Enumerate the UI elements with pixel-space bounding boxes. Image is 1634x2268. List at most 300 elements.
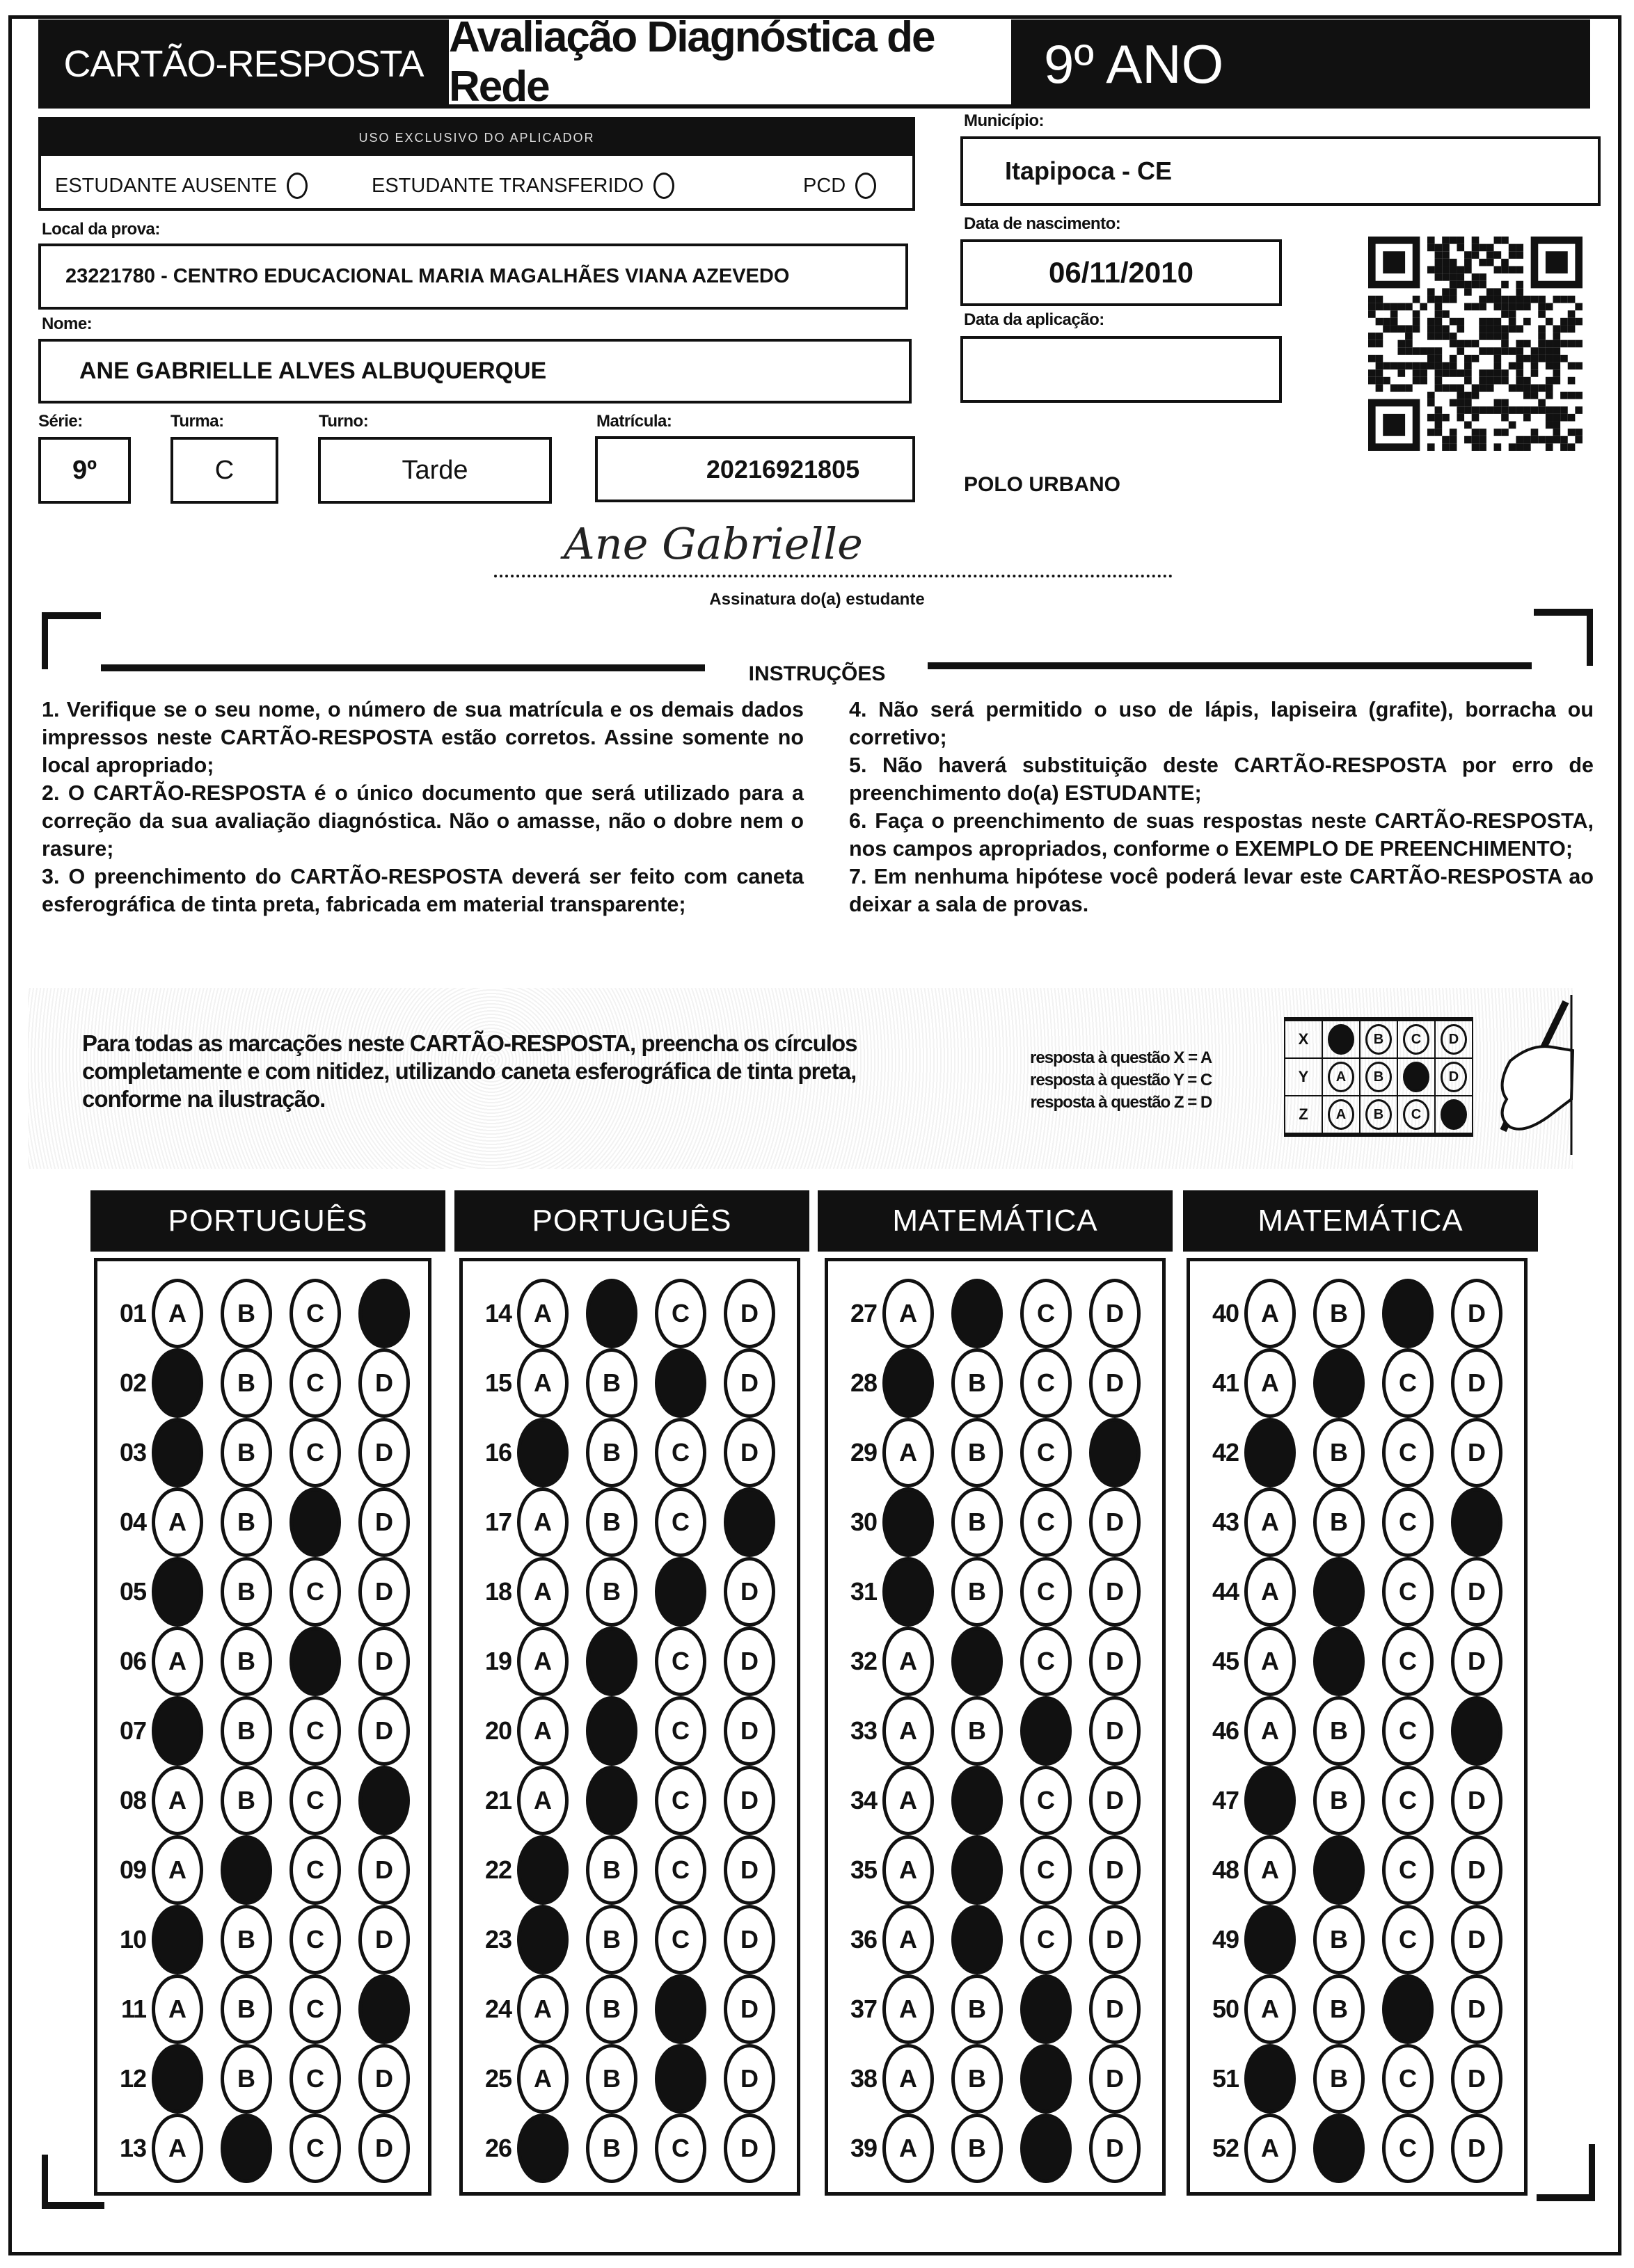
answer-bubble-filled[interactable]: [951, 1766, 1003, 1835]
answer-bubble[interactable]: C: [289, 1557, 341, 1627]
answer-bubble[interactable]: C: [655, 1766, 706, 1835]
answer-bubble[interactable]: B: [221, 1627, 272, 1696]
answer-bubble[interactable]: C: [289, 1766, 341, 1835]
answer-bubble-filled[interactable]: [586, 1279, 637, 1348]
answer-bubble-filled[interactable]: [1451, 1696, 1502, 1766]
answer-bubble[interactable]: D: [724, 2044, 775, 2114]
example-instructions: Para todas as marcações neste CARTÃO-RESPOSTA, preencha os círculos completamente e com nitidez, utilizando caneta esferográfica de tinta preta, conforme na ilustração.: [82, 1030, 857, 1112]
answer-bubble[interactable]: B: [586, 1557, 637, 1627]
example-bubble: B: [1365, 1099, 1392, 1130]
turma-field: C: [170, 437, 278, 504]
question-number: 31: [850, 1577, 877, 1606]
answer-bubble[interactable]: D: [1451, 1974, 1502, 2044]
answer-bubble[interactable]: D: [1089, 2044, 1141, 2114]
answer-bubble[interactable]: D: [724, 1835, 775, 1905]
question-row: [828, 1491, 1162, 1554]
answer-bubble[interactable]: D: [358, 1835, 410, 1905]
answer-bubble[interactable]: B: [221, 1348, 272, 1418]
example-question-label: Z: [1285, 1096, 1322, 1135]
polo-label: POLO URBANO: [964, 473, 1120, 496]
answer-bubble[interactable]: A: [1244, 1348, 1296, 1418]
serie-label: Série:: [38, 412, 83, 431]
signature-line: [494, 575, 1173, 577]
answer-bubble[interactable]: D: [724, 1627, 775, 1696]
question-number: 07: [119, 1716, 146, 1745]
option-estudante-transferido[interactable]: [372, 173, 803, 199]
answer-bubble[interactable]: A: [517, 1557, 569, 1627]
option-label: ESTUDANTE TRANSFERIDO: [372, 174, 644, 197]
answer-bubble-filled[interactable]: [152, 2044, 203, 2114]
answer-bubble[interactable]: B: [951, 1974, 1003, 2044]
answer-bubble-filled[interactable]: [289, 1487, 341, 1557]
answer-bubble[interactable]: D: [1089, 1696, 1141, 1766]
answer-bubble[interactable]: A: [1244, 1974, 1296, 2044]
answer-bubble-filled[interactable]: [358, 1279, 410, 1348]
answer-bubble-filled[interactable]: [724, 1487, 775, 1557]
answer-bubble[interactable]: B: [951, 1696, 1003, 1766]
answer-bubble[interactable]: A: [882, 2114, 934, 2183]
turno-field: Tarde: [318, 437, 552, 504]
answer-bubble[interactable]: D: [1451, 1766, 1502, 1835]
answer-bubble[interactable]: D: [1089, 1766, 1141, 1835]
answer-bubble-filled[interactable]: [221, 2114, 272, 2183]
answer-bubble[interactable]: B: [951, 2114, 1003, 2183]
answer-bubble[interactable]: D: [358, 1627, 410, 1696]
question-row: [463, 1282, 797, 1345]
answer-bubble[interactable]: A: [152, 2114, 203, 2183]
answer-bubble[interactable]: C: [655, 1279, 706, 1348]
answer-bubble[interactable]: A: [152, 1766, 203, 1835]
answer-bubble-filled[interactable]: [1313, 1557, 1365, 1627]
answer-bubble[interactable]: C: [655, 1696, 706, 1766]
option-label: PCD: [803, 174, 846, 197]
question-number: 15: [484, 1368, 511, 1397]
answer-bubble[interactable]: A: [882, 1627, 934, 1696]
answer-bubble[interactable]: C: [1020, 1557, 1072, 1627]
corner-mark-top-right: [1534, 609, 1593, 616]
answer-bubble[interactable]: A: [1244, 1696, 1296, 1766]
example-question-label: X: [1285, 1019, 1322, 1058]
answer-bubble[interactable]: A: [517, 1279, 569, 1348]
answer-bubble-filled[interactable]: [586, 1627, 637, 1696]
answer-bubble[interactable]: A: [882, 1418, 934, 1487]
answer-bubble[interactable]: C: [1020, 1487, 1072, 1557]
answer-bubble[interactable]: C: [655, 2114, 706, 2183]
answer-bubble[interactable]: A: [882, 2044, 934, 2114]
answer-bubble-filled[interactable]: [152, 1348, 203, 1418]
example-cell: [1360, 1058, 1397, 1096]
example-cell: [1397, 1058, 1435, 1096]
answer-bubble[interactable]: C: [1382, 1487, 1434, 1557]
answer-bubble-filled[interactable]: [655, 1348, 706, 1418]
option-pcd[interactable]: [803, 173, 876, 199]
answer-bubble[interactable]: B: [221, 1905, 272, 1974]
question-row: [1190, 1282, 1524, 1345]
answer-bubble[interactable]: D: [1451, 2044, 1502, 2114]
local-label: Local da prova:: [42, 220, 160, 239]
answer-bubble[interactable]: C: [1382, 1557, 1434, 1627]
answer-bubble[interactable]: A: [882, 1905, 934, 1974]
answer-bubble-filled[interactable]: [517, 2114, 569, 2183]
answer-bubble[interactable]: C: [1020, 1627, 1072, 1696]
answer-bubble[interactable]: D: [1089, 1487, 1141, 1557]
answer-bubble[interactable]: D: [724, 1348, 775, 1418]
handwritten-signature: Ane Gabrielle: [564, 518, 863, 569]
answer-bubble[interactable]: C: [289, 2114, 341, 2183]
answer-bubble[interactable]: C: [289, 1974, 341, 2044]
matricula-label: Matrícula:: [596, 412, 672, 431]
answer-bubble[interactable]: A: [517, 1974, 569, 2044]
question-number: 38: [850, 2064, 877, 2093]
municipio-field: Itapipoca - CE: [960, 136, 1601, 206]
answer-bubble[interactable]: C: [1382, 1905, 1434, 1974]
question-row: [97, 1839, 428, 1901]
question-row: [828, 1560, 1162, 1623]
answer-bubble-filled[interactable]: [1244, 1766, 1296, 1835]
answer-bubble[interactable]: B: [1313, 1696, 1365, 1766]
answer-bubble[interactable]: D: [1089, 1279, 1141, 1348]
answer-bubble[interactable]: D: [1451, 1835, 1502, 1905]
question-row: [463, 1421, 797, 1484]
answer-bubble-filled[interactable]: [1313, 2114, 1365, 2183]
answer-bubble[interactable]: B: [586, 2114, 637, 2183]
answer-bubble-filled[interactable]: [1020, 1974, 1072, 2044]
answer-bubble[interactable]: C: [655, 1627, 706, 1696]
answer-bubble[interactable]: B: [221, 1487, 272, 1557]
answer-bubble[interactable]: B: [951, 1348, 1003, 1418]
answer-bubble[interactable]: C: [289, 1279, 341, 1348]
corner-mark-top-left: [42, 612, 48, 669]
answer-bubble[interactable]: C: [1020, 1905, 1072, 1974]
answer-bubble[interactable]: D: [358, 2044, 410, 2114]
answer-bubble-filled[interactable]: [1313, 1627, 1365, 1696]
corner-mark-top-right: [1587, 609, 1593, 666]
serie-field: 9º: [38, 437, 131, 504]
answer-bubble-filled[interactable]: [1020, 1696, 1072, 1766]
municipio-label: Município:: [964, 111, 1044, 130]
answer-bubble[interactable]: D: [1451, 1279, 1502, 1348]
example-bubble-filled: [1403, 1062, 1429, 1092]
legend-item: resposta à questão X = A: [1030, 1048, 1212, 1067]
answer-bubble[interactable]: C: [1020, 1279, 1072, 1348]
answer-bubble[interactable]: A: [1244, 1279, 1296, 1348]
answer-bubble[interactable]: B: [1313, 1766, 1365, 1835]
answer-bubble-filled[interactable]: [1244, 1418, 1296, 1487]
answer-bubble[interactable]: A: [517, 1348, 569, 1418]
question-number: 48: [1212, 1855, 1239, 1884]
answer-bubble-filled[interactable]: [517, 1835, 569, 1905]
answer-bubble[interactable]: B: [586, 1418, 637, 1487]
answer-bubble[interactable]: A: [1244, 1835, 1296, 1905]
answer-bubble-filled[interactable]: [221, 1835, 272, 1905]
answer-bubble-filled[interactable]: [951, 1627, 1003, 1696]
answer-bubble-filled[interactable]: [358, 1974, 410, 2044]
answer-bubble[interactable]: B: [586, 1348, 637, 1418]
answer-bubble-filled[interactable]: [882, 1557, 934, 1627]
question-row: [1190, 1352, 1524, 1414]
answer-bubble[interactable]: D: [358, 1418, 410, 1487]
instruction-item: 4. Não será permitido o uso de lápis, lapiseira (grafite), borracha ou corretivo;: [849, 698, 1594, 749]
answer-bubble[interactable]: C: [1020, 1418, 1072, 1487]
answer-bubble[interactable]: C: [655, 1835, 706, 1905]
aplicacao-field: [960, 336, 1282, 403]
answer-bubble[interactable]: B: [951, 2044, 1003, 2114]
answer-bubble[interactable]: D: [1451, 1905, 1502, 1974]
question-number: 11: [120, 1995, 146, 2023]
answer-bubble[interactable]: A: [1244, 1487, 1296, 1557]
local-field: 23221780 - CENTRO EDUCACIONAL MARIA MAGALHÃES VIANA AZEVEDO: [38, 243, 908, 310]
answer-bubble[interactable]: B: [1313, 1487, 1365, 1557]
answer-bubble[interactable]: D: [1451, 1348, 1502, 1418]
answer-bubble-filled[interactable]: [1089, 1418, 1141, 1487]
answer-bubble-filled[interactable]: [1382, 1974, 1434, 2044]
answer-bubble[interactable]: A: [517, 2044, 569, 2114]
answer-bubble[interactable]: A: [882, 1974, 934, 2044]
answer-bubble[interactable]: B: [221, 1766, 272, 1835]
question-number: 46: [1212, 1716, 1239, 1745]
answer-bubble[interactable]: D: [1451, 1627, 1502, 1696]
answer-bubble[interactable]: B: [951, 1487, 1003, 1557]
answer-bubble[interactable]: C: [289, 1835, 341, 1905]
question-number: 14: [484, 1299, 511, 1327]
example-cell: [1322, 1058, 1360, 1096]
answer-bubble-filled[interactable]: [1020, 2044, 1072, 2114]
answer-column: [1187, 1258, 1528, 2196]
answer-bubble[interactable]: B: [1313, 1279, 1365, 1348]
answer-bubble[interactable]: D: [724, 1557, 775, 1627]
question-row: [828, 1282, 1162, 1345]
answer-bubble[interactable]: C: [289, 1418, 341, 1487]
answer-bubble[interactable]: D: [724, 1905, 775, 1974]
answer-bubble[interactable]: B: [586, 1835, 637, 1905]
answer-bubble[interactable]: D: [724, 1974, 775, 2044]
answer-bubble[interactable]: D: [724, 1418, 775, 1487]
answer-bubble[interactable]: C: [1382, 1696, 1434, 1766]
example-row: [1285, 1058, 1473, 1096]
answer-bubble[interactable]: A: [517, 1766, 569, 1835]
answer-bubble-filled[interactable]: [358, 1766, 410, 1835]
answer-bubble[interactable]: D: [1089, 1348, 1141, 1418]
question-row: [97, 2047, 428, 2110]
instructions-left: [42, 696, 804, 918]
answer-bubble[interactable]: B: [586, 1905, 637, 1974]
question-number: 06: [119, 1647, 146, 1675]
answer-bubble[interactable]: C: [1382, 1835, 1434, 1905]
answer-bubble[interactable]: D: [358, 1348, 410, 1418]
answer-bubble[interactable]: C: [289, 1905, 341, 1974]
answer-bubble[interactable]: C: [1382, 1418, 1434, 1487]
answer-bubble[interactable]: A: [1244, 1627, 1296, 1696]
answer-bubble[interactable]: A: [882, 1279, 934, 1348]
answer-bubble[interactable]: D: [358, 1557, 410, 1627]
answer-bubble[interactable]: A: [152, 1835, 203, 1905]
question-row: [1190, 1421, 1524, 1484]
question-row: [1190, 2047, 1524, 2110]
answer-bubble[interactable]: B: [221, 1557, 272, 1627]
answer-bubble[interactable]: C: [1382, 1348, 1434, 1418]
answer-bubble[interactable]: B: [586, 2044, 637, 2114]
question-number: 12: [119, 2064, 146, 2093]
answer-bubble[interactable]: B: [221, 1279, 272, 1348]
answer-bubble-filled[interactable]: [655, 1974, 706, 2044]
answer-bubble[interactable]: A: [152, 1974, 203, 2044]
question-number: 08: [119, 1786, 146, 1814]
instruction-item: 1. Verifique se o seu nome, o número de sua matrícula e os demais dados impressos neste CARTÃO-RESPOSTA estão corretos. Assine somente no local apropriado;: [42, 698, 804, 777]
question-row: [463, 1839, 797, 1901]
option-estudante-ausente[interactable]: [55, 173, 372, 199]
answer-bubble[interactable]: C: [1382, 1627, 1434, 1696]
answer-bubble[interactable]: C: [655, 1418, 706, 1487]
answer-bubble[interactable]: D: [1451, 1557, 1502, 1627]
answer-bubble[interactable]: B: [951, 1557, 1003, 1627]
answer-bubble[interactable]: C: [1382, 2114, 1434, 2183]
answer-bubble[interactable]: C: [1382, 1766, 1434, 1835]
answer-bubble[interactable]: B: [221, 1974, 272, 2044]
question-number: 50: [1212, 1995, 1239, 2023]
question-row: [1190, 1491, 1524, 1554]
answer-bubble-filled[interactable]: [152, 1418, 203, 1487]
radio-circle-icon[interactable]: [653, 173, 674, 199]
example-cell: [1435, 1096, 1473, 1135]
answer-bubble[interactable]: D: [358, 1696, 410, 1766]
answer-bubble-filled[interactable]: [152, 1905, 203, 1974]
answer-bubble[interactable]: C: [655, 1487, 706, 1557]
answer-bubble[interactable]: D: [1089, 1905, 1141, 1974]
answer-bubble[interactable]: A: [882, 1835, 934, 1905]
answer-bubble[interactable]: D: [1089, 1835, 1141, 1905]
answer-bubble-filled[interactable]: [289, 1627, 341, 1696]
question-number: 19: [484, 1647, 511, 1675]
question-row: [1190, 2117, 1524, 2180]
answer-bubble[interactable]: B: [951, 1418, 1003, 1487]
answer-bubble[interactable]: D: [1089, 2114, 1141, 2183]
answer-bubble[interactable]: D: [358, 1487, 410, 1557]
question-number: 09: [119, 1855, 146, 1884]
question-number: 42: [1212, 1438, 1239, 1467]
grade-label: 9º ANO: [1044, 33, 1224, 95]
answer-bubble-filled[interactable]: [152, 1557, 203, 1627]
answer-bubble[interactable]: B: [221, 2044, 272, 2114]
answer-bubble-filled[interactable]: [1382, 1279, 1434, 1348]
answer-bubble-filled[interactable]: [1244, 1905, 1296, 1974]
answer-bubble[interactable]: A: [152, 1627, 203, 1696]
corner-mark-bottom-right: [1589, 2144, 1595, 2201]
legend-item: resposta à questão Z = D: [1030, 1093, 1212, 1112]
radio-circle-icon[interactable]: [287, 173, 308, 199]
nascimento-label: Data de nascimento:: [964, 214, 1121, 233]
answer-bubble[interactable]: A: [517, 1696, 569, 1766]
question-row: [97, 1421, 428, 1484]
answer-bubble[interactable]: A: [882, 1696, 934, 1766]
answer-bubble-filled[interactable]: [586, 1696, 637, 1766]
question-number: 03: [119, 1438, 146, 1467]
answer-bubble[interactable]: D: [724, 2114, 775, 2183]
answer-bubble[interactable]: B: [221, 1418, 272, 1487]
answer-bubble-filled[interactable]: [655, 1557, 706, 1627]
answer-bubble-filled[interactable]: [882, 1487, 934, 1557]
nome-label: Nome:: [42, 314, 93, 333]
answer-bubble[interactable]: B: [586, 1487, 637, 1557]
answer-bubble-filled[interactable]: [655, 2044, 706, 2114]
question-number: 47: [1212, 1786, 1239, 1814]
answer-bubble-filled[interactable]: [1451, 1487, 1502, 1557]
answer-bubble[interactable]: A: [1244, 1557, 1296, 1627]
answer-bubble[interactable]: C: [1020, 1348, 1072, 1418]
answer-bubble[interactable]: C: [655, 1905, 706, 1974]
example-cell: [1435, 1058, 1473, 1096]
legend-item: resposta à questão Y = C: [1030, 1071, 1212, 1089]
example-bubble: B: [1365, 1024, 1392, 1055]
answer-bubble[interactable]: D: [724, 1696, 775, 1766]
question-number: 39: [850, 2134, 877, 2162]
answer-bubble[interactable]: D: [1089, 1627, 1141, 1696]
question-row: [1190, 1908, 1524, 1971]
answer-bubble-filled[interactable]: [951, 1905, 1003, 1974]
answer-bubble[interactable]: B: [221, 1696, 272, 1766]
answer-bubble[interactable]: D: [1089, 1557, 1141, 1627]
option-label: ESTUDANTE AUSENTE: [55, 174, 278, 197]
question-row: [828, 2117, 1162, 2180]
answer-bubble-filled[interactable]: [951, 1835, 1003, 1905]
answer-bubble[interactable]: A: [517, 1627, 569, 1696]
answer-bubble[interactable]: B: [1313, 1418, 1365, 1487]
answer-bubble-filled[interactable]: [951, 1279, 1003, 1348]
answer-bubble[interactable]: D: [358, 2114, 410, 2183]
example-bubble: D: [1441, 1062, 1467, 1092]
answer-bubble[interactable]: A: [152, 1487, 203, 1557]
answer-bubble[interactable]: D: [1451, 1418, 1502, 1487]
radio-circle-icon[interactable]: [855, 173, 876, 199]
answer-bubble[interactable]: A: [517, 1487, 569, 1557]
answer-bubble[interactable]: A: [882, 1766, 934, 1835]
answer-bubble[interactable]: C: [289, 1348, 341, 1418]
answer-bubble[interactable]: D: [358, 1905, 410, 1974]
answer-bubble[interactable]: B: [1313, 1905, 1365, 1974]
answer-bubble-filled[interactable]: [882, 1348, 934, 1418]
answer-bubble-filled[interactable]: [1244, 2044, 1296, 2114]
answer-bubble[interactable]: D: [1089, 1974, 1141, 2044]
answer-bubble[interactable]: C: [289, 2044, 341, 2114]
corner-mark-bottom-right: [1537, 2194, 1595, 2201]
answer-bubble-filled[interactable]: [517, 1905, 569, 1974]
answer-bubble[interactable]: D: [724, 1279, 775, 1348]
answer-bubble[interactable]: B: [1313, 1974, 1365, 2044]
answer-bubble[interactable]: A: [1244, 2114, 1296, 2183]
example-bubble-filled: [1328, 1024, 1354, 1055]
matricula-field: 20216921805: [595, 436, 915, 502]
example-cell: [1322, 1019, 1360, 1058]
question-number: 22: [484, 1855, 511, 1884]
instructions-right: [849, 696, 1594, 918]
answer-bubble-filled[interactable]: [152, 1696, 203, 1766]
example-cell: [1360, 1096, 1397, 1135]
answer-bubble-filled[interactable]: [1313, 1348, 1365, 1418]
answer-bubble[interactable]: C: [289, 1696, 341, 1766]
answer-bubble[interactable]: A: [152, 1279, 203, 1348]
answer-bubble[interactable]: B: [586, 1974, 637, 2044]
answer-bubble-filled[interactable]: [1020, 2114, 1072, 2183]
answer-bubble[interactable]: C: [1382, 2044, 1434, 2114]
answer-bubble[interactable]: D: [1451, 2114, 1502, 2183]
question-row: [828, 1908, 1162, 1971]
answer-bubble[interactable]: B: [1313, 2044, 1365, 2114]
answer-bubble[interactable]: C: [1020, 1835, 1072, 1905]
answer-bubble[interactable]: D: [724, 1766, 775, 1835]
answer-bubble[interactable]: C: [1020, 1766, 1072, 1835]
answer-bubble-filled[interactable]: [586, 1766, 637, 1835]
answer-bubble-filled[interactable]: [1313, 1835, 1365, 1905]
answer-bubble-filled[interactable]: [517, 1418, 569, 1487]
